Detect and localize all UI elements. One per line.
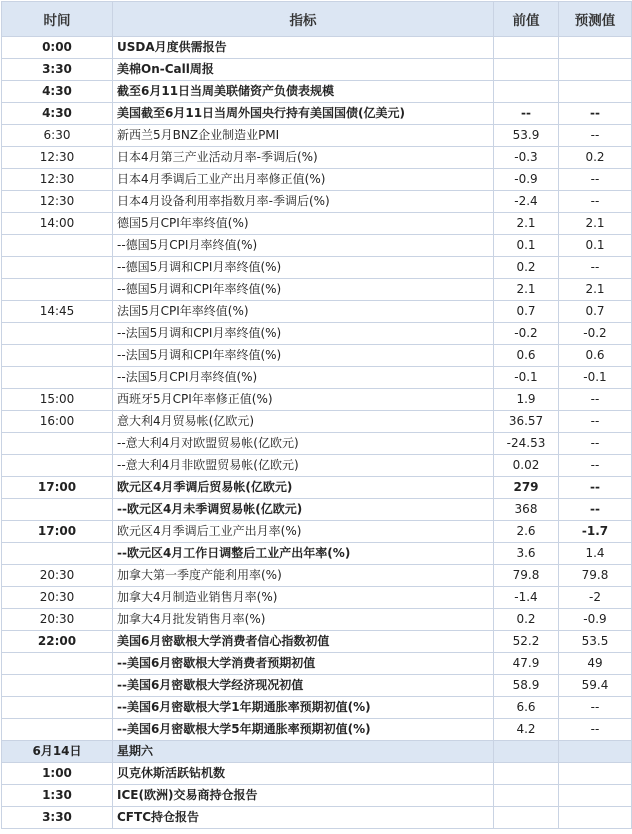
previous-value-cell: 2.1 — [494, 213, 559, 235]
indicator-cell: CFTC持仓报告 — [113, 807, 494, 829]
previous-value-cell: 6.6 — [494, 697, 559, 719]
forecast-value-cell — [559, 807, 632, 829]
time-cell: 17:00 — [2, 521, 113, 543]
forecast-value-cell: -- — [559, 125, 632, 147]
table-row — [2, 235, 632, 257]
table-row — [2, 367, 632, 389]
time-cell: 14:00 — [2, 213, 113, 235]
table-row — [2, 455, 632, 477]
previous-value-cell: 79.8 — [494, 565, 559, 587]
indicator-cell: --法国5月CPI月率终值(%) — [113, 367, 494, 389]
table-row — [2, 257, 632, 279]
previous-value-cell: -0.3 — [494, 147, 559, 169]
time-cell: 6月14日 — [2, 741, 113, 763]
forecast-value-cell: -0.2 — [559, 323, 632, 345]
forecast-value-cell — [559, 59, 632, 81]
table-row — [2, 301, 632, 323]
table-row — [2, 59, 632, 81]
table-row — [2, 389, 632, 411]
time-cell — [2, 367, 113, 389]
table-row — [2, 807, 632, 829]
forecast-value-cell: -- — [559, 499, 632, 521]
time-cell: 20:30 — [2, 609, 113, 631]
time-cell — [2, 719, 113, 741]
indicator-cell: 日本4月第三产业活动月率-季调后(%) — [113, 147, 494, 169]
time-cell: 1:30 — [2, 785, 113, 807]
time-cell: 20:30 — [2, 565, 113, 587]
table-row — [2, 147, 632, 169]
time-cell: 16:00 — [2, 411, 113, 433]
previous-value-cell: 0.1 — [494, 235, 559, 257]
forecast-value-cell: 0.1 — [559, 235, 632, 257]
time-cell — [2, 697, 113, 719]
indicator-cell: --美国6月密歇根大学经济现况初值 — [113, 675, 494, 697]
time-cell: 12:30 — [2, 191, 113, 213]
time-cell — [2, 279, 113, 301]
indicator-cell: 欧元区4月季调后贸易帐(亿欧元) — [113, 477, 494, 499]
indicator-cell: 西班牙5月CPI年率修正值(%) — [113, 389, 494, 411]
indicator-cell: 美棉On-Call周报 — [113, 59, 494, 81]
table-row — [2, 675, 632, 697]
forecast-value-cell: 0.6 — [559, 345, 632, 367]
header-forecast: 预测值 — [559, 2, 632, 37]
table-row — [2, 587, 632, 609]
previous-value-cell: 368 — [494, 499, 559, 521]
indicator-cell: --德国5月CPI月率终值(%) — [113, 235, 494, 257]
table-row — [2, 323, 632, 345]
indicator-cell: --法国5月调和CPI月率终值(%) — [113, 323, 494, 345]
indicator-cell: --美国6月密歇根大学5年期通胀率预期初值(%) — [113, 719, 494, 741]
indicator-cell: --欧元区4月工作日调整后工业产出年率(%) — [113, 543, 494, 565]
time-cell: 14:45 — [2, 301, 113, 323]
indicator-cell: --德国5月调和CPI年率终值(%) — [113, 279, 494, 301]
previous-value-cell — [494, 807, 559, 829]
time-cell: 3:30 — [2, 807, 113, 829]
header-previous: 前值 — [494, 2, 559, 37]
table-row — [2, 191, 632, 213]
indicator-cell: 日本4月季调后工业产出月率修正值(%) — [113, 169, 494, 191]
previous-value-cell: 0.2 — [494, 609, 559, 631]
previous-value-cell: -0.2 — [494, 323, 559, 345]
previous-value-cell: -- — [494, 103, 559, 125]
indicator-cell: --意大利4月非欧盟贸易帐(亿欧元) — [113, 455, 494, 477]
economic-calendar-table — [1, 1, 632, 829]
previous-value-cell: 36.57 — [494, 411, 559, 433]
previous-value-cell: 3.6 — [494, 543, 559, 565]
forecast-value-cell: 2.1 — [559, 213, 632, 235]
table-row — [2, 477, 632, 499]
table-row — [2, 763, 632, 785]
previous-value-cell: -24.53 — [494, 433, 559, 455]
table-row — [2, 279, 632, 301]
indicator-cell: --美国6月密歇根大学1年期通胀率预期初值(%) — [113, 697, 494, 719]
table-header-row — [2, 2, 632, 37]
indicator-cell: ICE(欧洲)交易商持仓报告 — [113, 785, 494, 807]
time-cell — [2, 257, 113, 279]
previous-value-cell — [494, 37, 559, 59]
previous-value-cell: 279 — [494, 477, 559, 499]
time-cell: 20:30 — [2, 587, 113, 609]
time-cell: 12:30 — [2, 147, 113, 169]
table-row — [2, 103, 632, 125]
table-row — [2, 499, 632, 521]
previous-value-cell: -2.4 — [494, 191, 559, 213]
table-row — [2, 543, 632, 565]
table-row — [2, 433, 632, 455]
previous-value-cell: 0.2 — [494, 257, 559, 279]
indicator-cell: 美国截至6月11日当周外国央行持有美国国债(亿美元) — [113, 103, 494, 125]
forecast-value-cell: 2.1 — [559, 279, 632, 301]
table-row — [2, 125, 632, 147]
table-row — [2, 213, 632, 235]
previous-value-cell: 2.1 — [494, 279, 559, 301]
forecast-value-cell: -- — [559, 389, 632, 411]
forecast-value-cell: -- — [559, 169, 632, 191]
forecast-value-cell — [559, 763, 632, 785]
previous-value-cell: 58.9 — [494, 675, 559, 697]
indicator-cell: 加拿大第一季度产能利用率(%) — [113, 565, 494, 587]
previous-value-cell — [494, 81, 559, 103]
indicator-cell: 加拿大4月制造业销售月率(%) — [113, 587, 494, 609]
time-cell — [2, 455, 113, 477]
forecast-value-cell: -- — [559, 257, 632, 279]
time-cell: 4:30 — [2, 81, 113, 103]
header-indicator: 指标 — [113, 2, 494, 37]
indicator-cell: --美国6月密歇根大学消费者预期初值 — [113, 653, 494, 675]
time-cell: 6:30 — [2, 125, 113, 147]
indicator-cell: 美国6月密歇根大学消费者信心指数初值 — [113, 631, 494, 653]
forecast-value-cell — [559, 81, 632, 103]
forecast-value-cell — [559, 37, 632, 59]
indicator-cell: --欧元区4月未季调贸易帐(亿欧元) — [113, 499, 494, 521]
table-row — [2, 411, 632, 433]
table-row — [2, 653, 632, 675]
time-cell — [2, 653, 113, 675]
indicator-cell: 日本4月设备利用率指数月率-季调后(%) — [113, 191, 494, 213]
previous-value-cell: 0.6 — [494, 345, 559, 367]
previous-value-cell: -0.1 — [494, 367, 559, 389]
forecast-value-cell: -- — [559, 191, 632, 213]
forecast-value-cell: -- — [559, 103, 632, 125]
forecast-value-cell: -0.9 — [559, 609, 632, 631]
forecast-value-cell — [559, 785, 632, 807]
table-row — [2, 521, 632, 543]
previous-value-cell — [494, 741, 559, 763]
time-cell — [2, 323, 113, 345]
time-cell — [2, 433, 113, 455]
indicator-cell: --德国5月调和CPI月率终值(%) — [113, 257, 494, 279]
previous-value-cell: 4.2 — [494, 719, 559, 741]
previous-value-cell: 2.6 — [494, 521, 559, 543]
time-cell: 0:00 — [2, 37, 113, 59]
table-row — [2, 169, 632, 191]
forecast-value-cell: -- — [559, 719, 632, 741]
forecast-value-cell: -- — [559, 697, 632, 719]
previous-value-cell: 52.2 — [494, 631, 559, 653]
forecast-value-cell: -1.7 — [559, 521, 632, 543]
forecast-value-cell: 0.7 — [559, 301, 632, 323]
table-row — [2, 631, 632, 653]
table-row — [2, 37, 632, 59]
table-row — [2, 81, 632, 103]
indicator-cell: 德国5月CPI年率终值(%) — [113, 213, 494, 235]
table-row — [2, 697, 632, 719]
forecast-value-cell: -0.1 — [559, 367, 632, 389]
indicator-cell: 法国5月CPI年率终值(%) — [113, 301, 494, 323]
table-row — [2, 719, 632, 741]
time-cell: 3:30 — [2, 59, 113, 81]
indicator-cell: 新西兰5月BNZ企业制造业PMI — [113, 125, 494, 147]
time-cell — [2, 345, 113, 367]
time-cell — [2, 235, 113, 257]
table-row — [2, 609, 632, 631]
indicator-cell: --意大利4月对欧盟贸易帐(亿欧元) — [113, 433, 494, 455]
table-row — [2, 565, 632, 587]
forecast-value-cell: -- — [559, 411, 632, 433]
previous-value-cell: 47.9 — [494, 653, 559, 675]
indicator-cell: 贝克休斯活跃钻机数 — [113, 763, 494, 785]
forecast-value-cell: 79.8 — [559, 565, 632, 587]
table-row — [2, 345, 632, 367]
indicator-cell: 截至6月11日当周美联储资产负债表规模 — [113, 81, 494, 103]
indicator-cell: --法国5月调和CPI年率终值(%) — [113, 345, 494, 367]
previous-value-cell — [494, 785, 559, 807]
forecast-value-cell: -- — [559, 455, 632, 477]
previous-value-cell: 0.02 — [494, 455, 559, 477]
indicator-cell: 星期六 — [113, 741, 494, 763]
forecast-value-cell: -- — [559, 477, 632, 499]
time-cell: 15:00 — [2, 389, 113, 411]
table-row — [2, 785, 632, 807]
previous-value-cell: 0.7 — [494, 301, 559, 323]
forecast-value-cell: 59.4 — [559, 675, 632, 697]
previous-value-cell: 1.9 — [494, 389, 559, 411]
forecast-value-cell: -2 — [559, 587, 632, 609]
forecast-value-cell: 0.2 — [559, 147, 632, 169]
date-section-row — [2, 741, 632, 763]
previous-value-cell — [494, 59, 559, 81]
indicator-cell: 意大利4月贸易帐(亿欧元) — [113, 411, 494, 433]
forecast-value-cell — [559, 741, 632, 763]
time-cell: 17:00 — [2, 477, 113, 499]
previous-value-cell — [494, 763, 559, 785]
time-cell: 1:00 — [2, 763, 113, 785]
previous-value-cell: -0.9 — [494, 169, 559, 191]
time-cell — [2, 675, 113, 697]
time-cell: 4:30 — [2, 103, 113, 125]
indicator-cell: 加拿大4月批发销售月率(%) — [113, 609, 494, 631]
indicator-cell: USDA月度供需报告 — [113, 37, 494, 59]
forecast-value-cell: -- — [559, 433, 632, 455]
previous-value-cell: 53.9 — [494, 125, 559, 147]
time-cell: 22:00 — [2, 631, 113, 653]
forecast-value-cell: 53.5 — [559, 631, 632, 653]
time-cell — [2, 499, 113, 521]
forecast-value-cell: 49 — [559, 653, 632, 675]
previous-value-cell: -1.4 — [494, 587, 559, 609]
forecast-value-cell: 1.4 — [559, 543, 632, 565]
indicator-cell: 欧元区4月季调后工业产出月率(%) — [113, 521, 494, 543]
time-cell: 12:30 — [2, 169, 113, 191]
time-cell — [2, 543, 113, 565]
header-time: 时间 — [2, 2, 113, 37]
